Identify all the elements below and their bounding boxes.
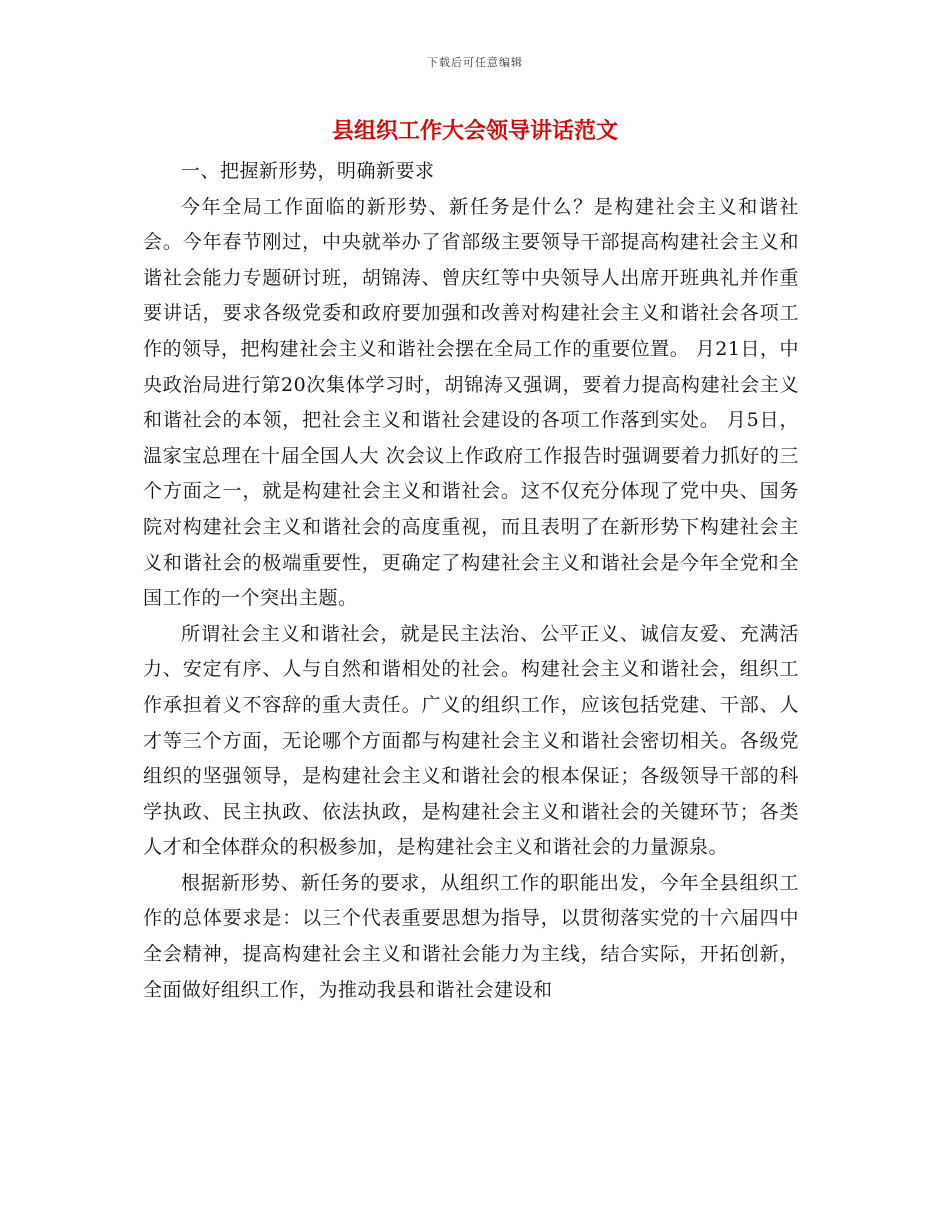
document-body bbox=[143, 154, 799, 1008]
document-title: 县组织工作大会领导讲话范文 bbox=[331, 119, 618, 144]
section-heading: 一、把握新形势，明确新要求 bbox=[181, 160, 435, 182]
paragraph-1: 今年全局工作面临的新形势、新任务是什么？是构建社会主义和谐社会。今年春节刚过，中央就举办了省部级主要领导干部提高构建社会主义和谐社会能力专题研讨班，胡锦涛、曾庆红等中央领导人出席开班典礼并作重要讲话，要求各级党委和政府要加强和改善对构建社会主义和谐社会各项工作的领导，把构建社会主义和谐社会摆在全局工作的重要位置。 月21日，中央政治局进行第20次集体学习时，胡锦涛又强调，要着力提高构建社会主义和谐社会的本领，把社会主义和谐社会建设的各项工作落到实处。 月5日，温家宝总理在十届全国人大 次会议上作政府工作报告时强调要着力抓好的三个方面之一，就是构建社会主义和谐社会。这不仅充分体现了党中央、国务院对构建社会主义和谐社会的高度重视，而且表明了在新形势下构建社会主义和谐社会的极端重要性，更确定了构建社会主义和谐社会是今年全党和全国工作的一个突出主题。 bbox=[143, 195, 799, 610]
header-note: 下载后可任意编辑 bbox=[427, 56, 523, 69]
paragraph-3: 根据新形势、新任务的要求，从组织工作的职能出发，今年全县组织工作的总体要求是：以三个代表重要思想为指导，以贯彻落实党的十六届四中全会精神，提高构建社会主义和谐社会能力为主线，结合实际，开拓创新，全面做好组织工作，为推动我县和谐社会建设和 bbox=[143, 871, 799, 1001]
paragraph-2: 所谓社会主义和谐社会，就是民主法治、公平正义、诚信友爱、充满活力、安定有序、人与自然和谐相处的社会。构建社会主义和谐社会，组织工作承担着义不容辞的重大责任。广义的组织工作，应该包括党建、干部、人才等三个方面，无论哪个方面都与构建社会主义和谐社会密切相关。各级党组织的坚强领导，是构建社会主义和谐社会的根本保证；各级领导干部的科学执政、民主执政、依法执政，是构建社会主义和谐社会的关键环节；各类人才和全体群众的积极参加，是构建社会主义和谐社会的力量源泉。 bbox=[143, 622, 799, 859]
